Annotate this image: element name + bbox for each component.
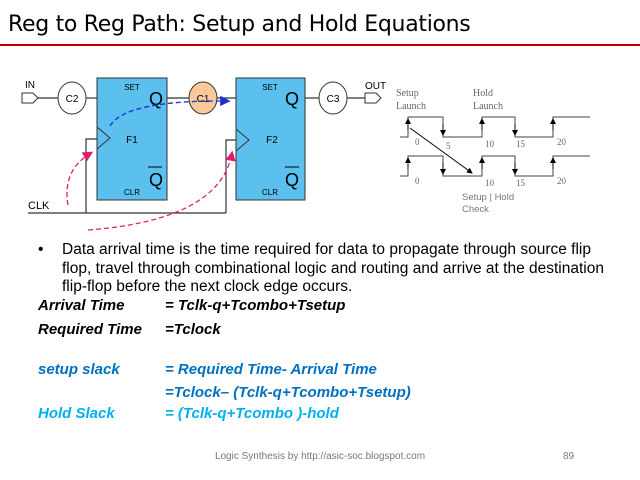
svg-text:F1: F1 [126,135,138,146]
svg-text:Q: Q [148,170,164,190]
in-label: IN [25,80,35,91]
svg-text:Launch: Launch [396,101,426,112]
svg-text:5: 5 [446,141,451,151]
flip-flop-f1 [97,78,167,200]
svg-text:Q: Q [284,170,300,190]
svg-text:0: 0 [415,137,420,147]
svg-text:15: 15 [516,139,525,149]
out-label: OUT [365,81,387,92]
svg-text:Hold: Hold [473,88,493,99]
svg-text:20: 20 [557,176,566,186]
svg-text:Launch: Launch [473,101,503,112]
page-number: 89 [563,451,575,462]
in-port [22,93,38,103]
clk-label: CLK [28,200,50,212]
svg-text:SET: SET [262,83,278,92]
slide: Reg to Reg Path: Setup and Hold Equations IN OUT CLK C2 C1 C3 SET Q F1 Q CLR SET Q F2 Q CLR Setup Launch Hold Launch 0 5 10 15 20 0 10 15 20 Setup | Hold Check • Data arrival time is the time required for data to propagate through source flip flop, travel through combinational logic and routing and arrive at the destination flip-flop before the next clock edge occurs. Arrival Time = Tclk-q+Tcombo+Tsetup Required Time =Tclock setup slack = Required Time- Arrival Time =Tclock– (Tclk-q+Tcombo+Tsetup) Hold Slack = (Tclk-q+Tcombo )-hold Logic Synthesis by http://asic-soc.blogspot.com 89 [0,0,640,480]
svg-text:Q: Q [284,89,300,109]
out-port [365,93,381,103]
svg-text:Setup: Setup [396,88,419,99]
capture-clock-waveform [400,156,590,176]
cloud-c3 [319,82,347,114]
launch-clock-waveform [400,117,590,137]
cloud-c1 [189,82,217,114]
svg-text:15: 15 [516,178,525,188]
bullet-dot: • [38,241,44,258]
svg-text:SET: SET [124,83,140,92]
svg-text:CLR: CLR [123,188,141,197]
svg-text:Q: Q [148,89,164,109]
timing-diagram [396,88,590,215]
svg-text:C1: C1 [196,94,210,105]
svg-text:C2: C2 [65,94,79,105]
svg-text:0: 0 [415,176,420,186]
bullet-point [38,241,618,297]
svg-text:10: 10 [485,139,494,149]
launch-clock-arrow [67,153,91,205]
svg-text:CLR: CLR [261,188,279,197]
bullet-text: Data arrival time is the time required for data to propagate through source flip flop, travel through combinational logic and routing and arrive at the destination flip-flop before the next clock edge occurs. [62,241,604,295]
cloud-c2 [58,82,86,114]
svg-text:10: 10 [485,178,494,188]
flip-flop-f2 [236,78,305,200]
svg-text:Setup | Hold: Setup | Hold [462,192,515,203]
slide-title: Reg to Reg Path: Setup and Hold Equations [8,12,471,37]
svg-text:20: 20 [557,137,566,147]
svg-text:F2: F2 [266,135,278,146]
setup-arrow [410,128,472,173]
svg-text:Check: Check [462,204,489,215]
svg-text:C3: C3 [326,94,340,105]
footer-text: Logic Synthesis by http://asic-soc.blogspot.com [214,451,426,462]
wires [28,98,365,213]
